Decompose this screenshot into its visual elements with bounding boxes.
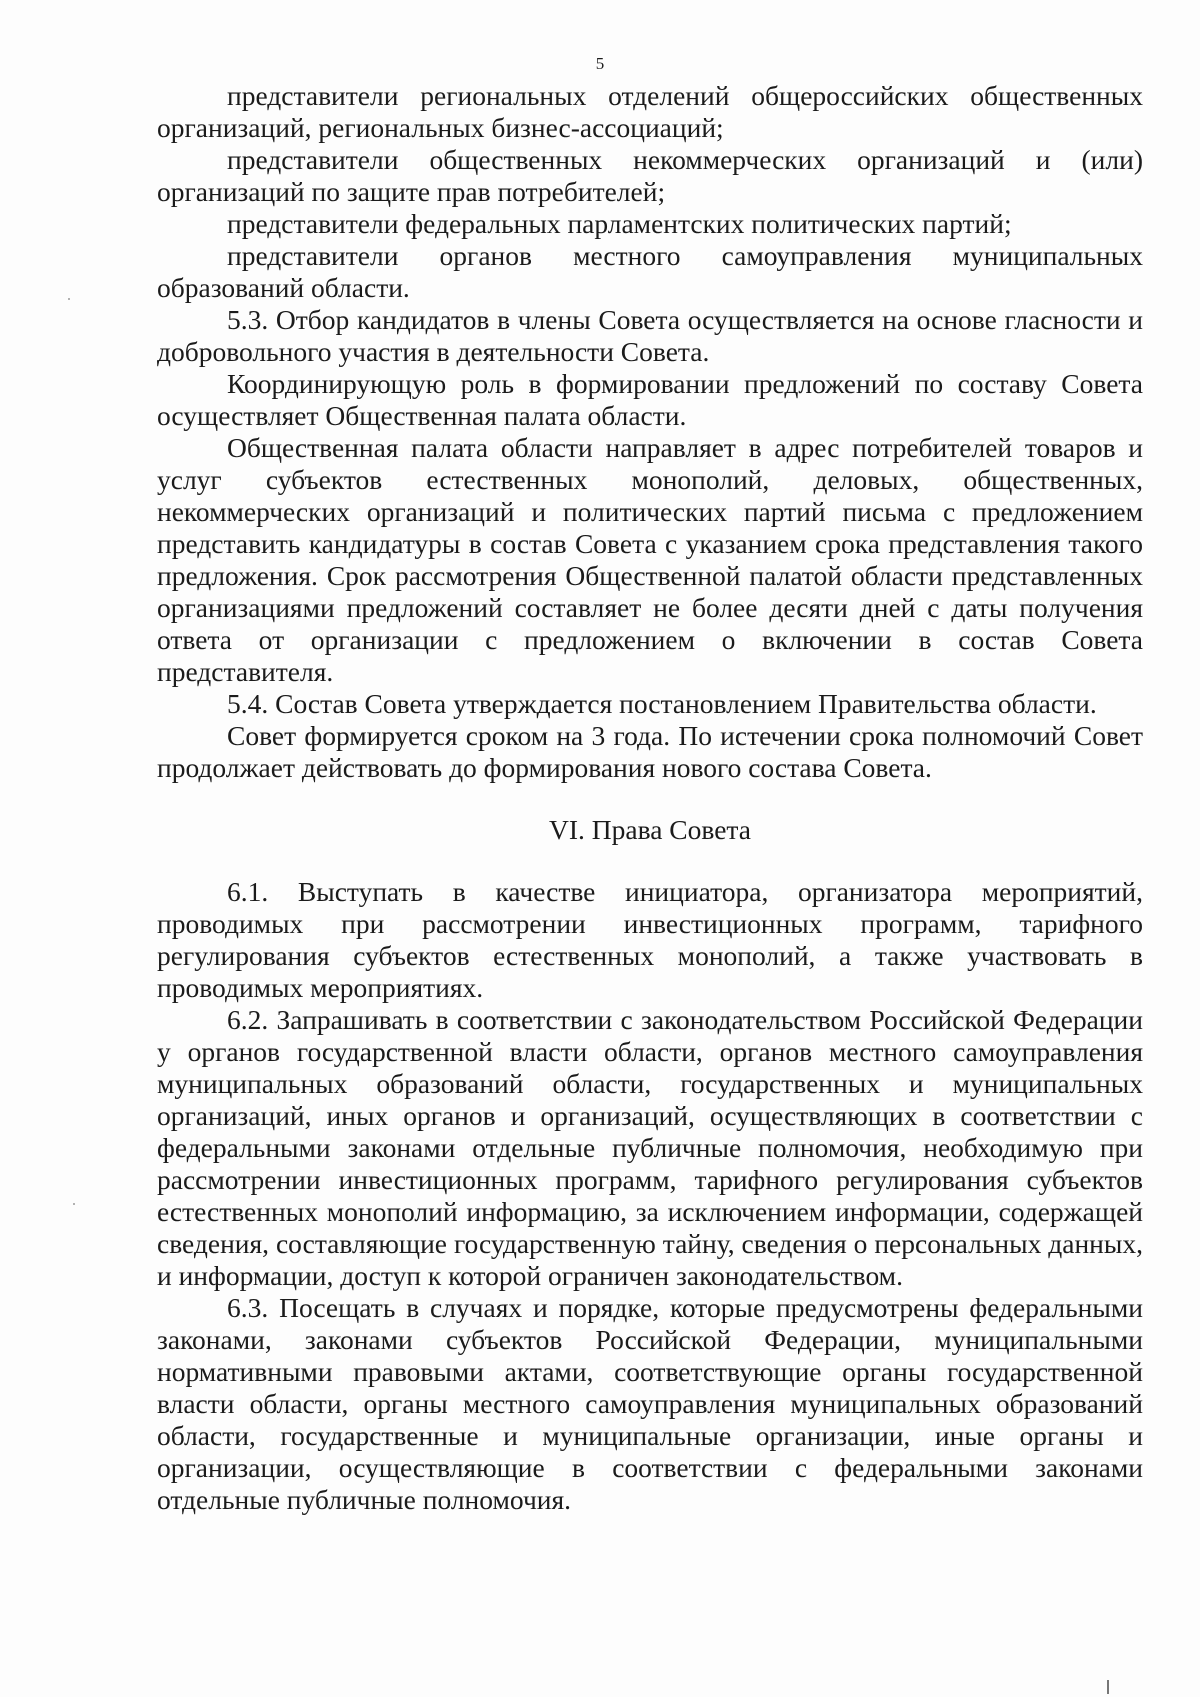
document-body	[157, 80, 1143, 1516]
paragraph-coordinating-role: Координирующую роль в формировании предложений по составу Совета осуществляет Общественная палата области.	[157, 368, 1143, 431]
page-number: 5	[595, 54, 605, 73]
paragraph-nonprofit-organizations: представители общественных некоммерческих организаций и (или) организаций по защите прав потребителей;	[157, 144, 1143, 207]
paragraph-6-3: 6.3. Посещать в случаях и порядке, которые предусмотрены федеральными законами, законами субъектов Российской Федерации, муниципальными нормативными правовыми актами, соответствующие органы государственной власти области, органы местного самоуправления муниципальных образований области, государственные и муниципальные организации, иные органы и организации, осуществляющие в соответствии с федеральными законами отдельные публичные полномочия.	[157, 1292, 1143, 1515]
section-heading: VI. Права Совета	[549, 814, 751, 845]
paragraph-public-chamber: Общественная палата области направляет в адрес потребителей товаров и услуг субъектов естественных монополий, деловых, общественных, некоммерческих организаций и политических партий письма с предложением представить кандидатуры в состав Совета с указанием срока представления такого предложения. Срок рассмотрения Общественной палатой области представленных организациями предложений составляет не более десяти дней с даты получения ответа от организации с предложением о включении в состав Совета представителя.	[157, 432, 1143, 687]
paragraph-6-2: 6.2. Запрашивать в соответствии с законодательством Российской Федерации у органов государственной власти области, органов местного самоуправления муниципальных образований области, государственных и муниципальных организаций, иных органов и организаций, осуществляющих в соответствии с федеральными законами отдельные публичные полномочия, необходимую при рассмотрении инвестиционных программ, тарифного регулирования субъектов естественных монополий информацию, за исключением информации, содержащей сведения, составляющие государственную тайну, сведения о персональных данных, и информации, доступ к которой ограничен законодательством.	[157, 1004, 1143, 1291]
paragraph-5-4: 5.4. Состав Совета утверждается постановлением Правительства области.	[227, 688, 1097, 719]
scan-speck	[68, 298, 70, 300]
scan-edge-mark	[1107, 1680, 1109, 1694]
paragraph-political-parties: представители федеральных парламентских политических партий;	[227, 208, 1012, 239]
paragraph-6-1: 6.1. Выступать в качестве инициатора, организатора мероприятий, проводимых при рассмотрении инвестиционных программ, тарифного регулирования субъектов естественных монополий, а также участвовать в проводимых мероприятиях.	[157, 876, 1143, 1003]
paragraph-local-government: представители органов местного самоуправления муниципальных образований области.	[157, 240, 1143, 303]
paragraph-term: Совет формируется сроком на 3 года. По истечении срока полномочий Совет продолжает действовать до формирования нового состава Совета.	[157, 720, 1143, 783]
paragraph-5-3: 5.3. Отбор кандидатов в члены Совета осуществляется на основе гласности и добровольного участия в деятельности Совета.	[157, 304, 1143, 367]
paragraph-regional-organizations: представители региональных отделений общероссийских общественных организаций, региональных бизнес-ассоциаций;	[157, 80, 1143, 143]
scan-speck	[73, 1203, 75, 1205]
